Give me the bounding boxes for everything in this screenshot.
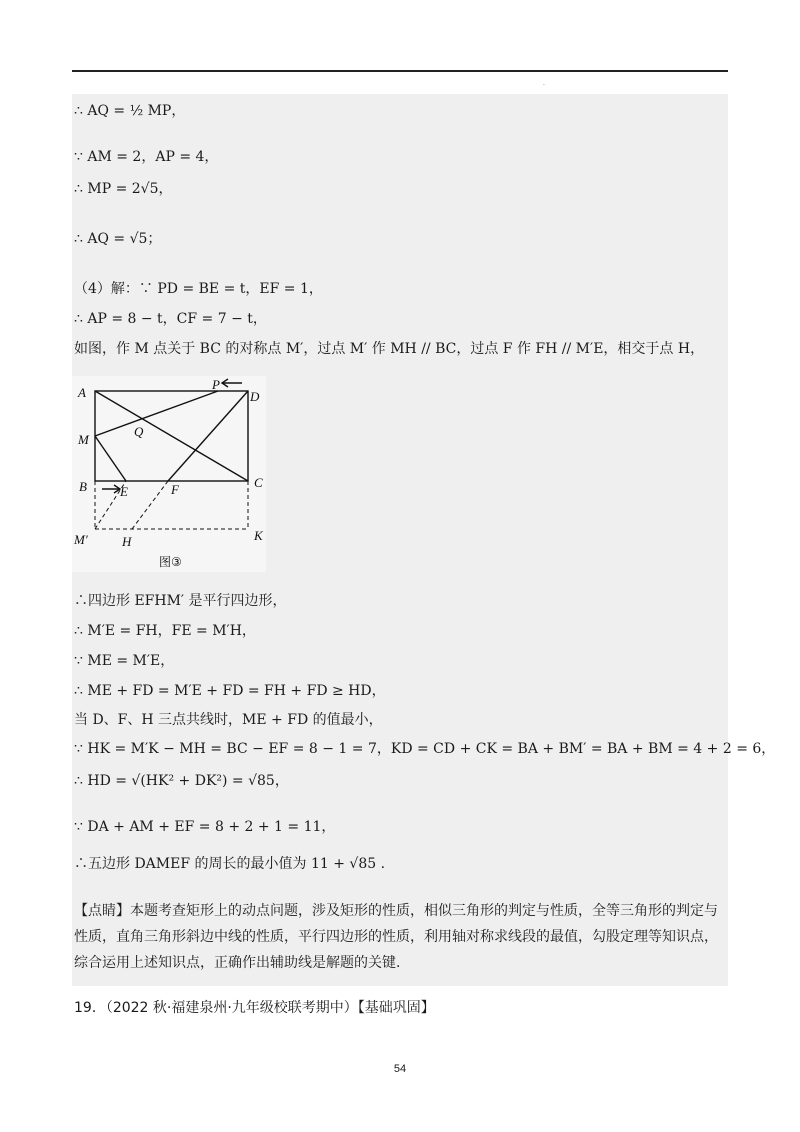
step-line-5: （4）解：∵ PD = BE = t，EF = 1，	[74, 281, 323, 297]
step-line-16: ∴五边形 DAMEF 的周长的最小值为 11 + √85 .	[74, 856, 386, 872]
label-b: B	[79, 479, 87, 494]
header-rule	[72, 70, 728, 72]
step-line-2: ∵ AM = 2，AP = 4，	[74, 149, 219, 165]
label-e: E	[120, 484, 128, 499]
step-line-3: ∴ MP = 2√5，	[74, 181, 173, 197]
label-c: C	[254, 475, 263, 490]
label-q: Q	[134, 424, 144, 439]
segment-mp	[95, 391, 218, 436]
diagonal-ac	[95, 391, 248, 481]
step-line-10: ∵ ME = M′E，	[74, 653, 175, 669]
label-m-prime: M′	[74, 532, 88, 547]
key-point-comment: 【点睛】本题考查矩形上的动点问题，涉及矩形的性质，相似三角形的判定与性质，全等三角形的判定与性质，直角三角形斜边中线的性质，平行四边形的性质，利用轴对称求线段的最值，勾股定理等知识点，综合运用上述知识点，正确作出辅助线是解题的关键.	[74, 903, 718, 971]
label-f: F	[171, 482, 179, 497]
label-k: K	[254, 528, 263, 543]
step-line-14: ∴ HD = √(HK² + DK²) = √85，	[74, 773, 289, 789]
step-line-8: ∴四边形 EFHM′ 是平行四边形，	[74, 593, 287, 609]
step-line-4: ∴ AQ = √5；	[74, 231, 162, 247]
step-line-13: ∵ HK = M′K − MH = BC − EF = 8 − 1 = 7，KD = CD + CK = BA + BM′ = BA + BM = 4 + 2 = 6，	[74, 741, 776, 757]
label-d: D	[250, 389, 260, 404]
step-line-1: ∴ AQ = ½ MP，	[74, 103, 186, 119]
geometry-figure	[72, 376, 266, 572]
step-line-15: ∵ DA + AM + EF = 8 + 2 + 1 = 11，	[74, 819, 336, 835]
figure-caption: 图③	[159, 555, 182, 569]
label-m: M	[78, 432, 89, 447]
page-mark: ·	[543, 82, 545, 89]
page-number: 54	[393, 1063, 407, 1075]
label-p: P	[212, 377, 220, 392]
label-h: H	[122, 534, 132, 549]
question-19-heading: 19．（2022 秋·福建泉州·九年级校联考期中）【基础巩固】	[74, 1000, 435, 1016]
figure-diagram	[72, 376, 266, 572]
step-line-7: 如图，作 M 点关于 BC 的对称点 M′，过点 M′ 作 MH // BC，过点 F 作 FH // M′E，相交于点 H，	[74, 341, 705, 357]
dashed-hf	[132, 481, 168, 529]
segment-me	[95, 436, 126, 481]
step-line-6: ∴ AP = 8 − t，CF = 7 − t，	[74, 311, 267, 327]
step-line-11: ∴ ME + FD = M′E + FD = FH + FD ≥ HD，	[74, 683, 386, 699]
label-a: A	[78, 385, 86, 400]
step-line-12: 当 D、F、H 三点共线时，ME + FD 的值最小，	[74, 712, 383, 728]
step-line-9: ∴ M′E = FH，FE = M′H，	[74, 623, 256, 639]
